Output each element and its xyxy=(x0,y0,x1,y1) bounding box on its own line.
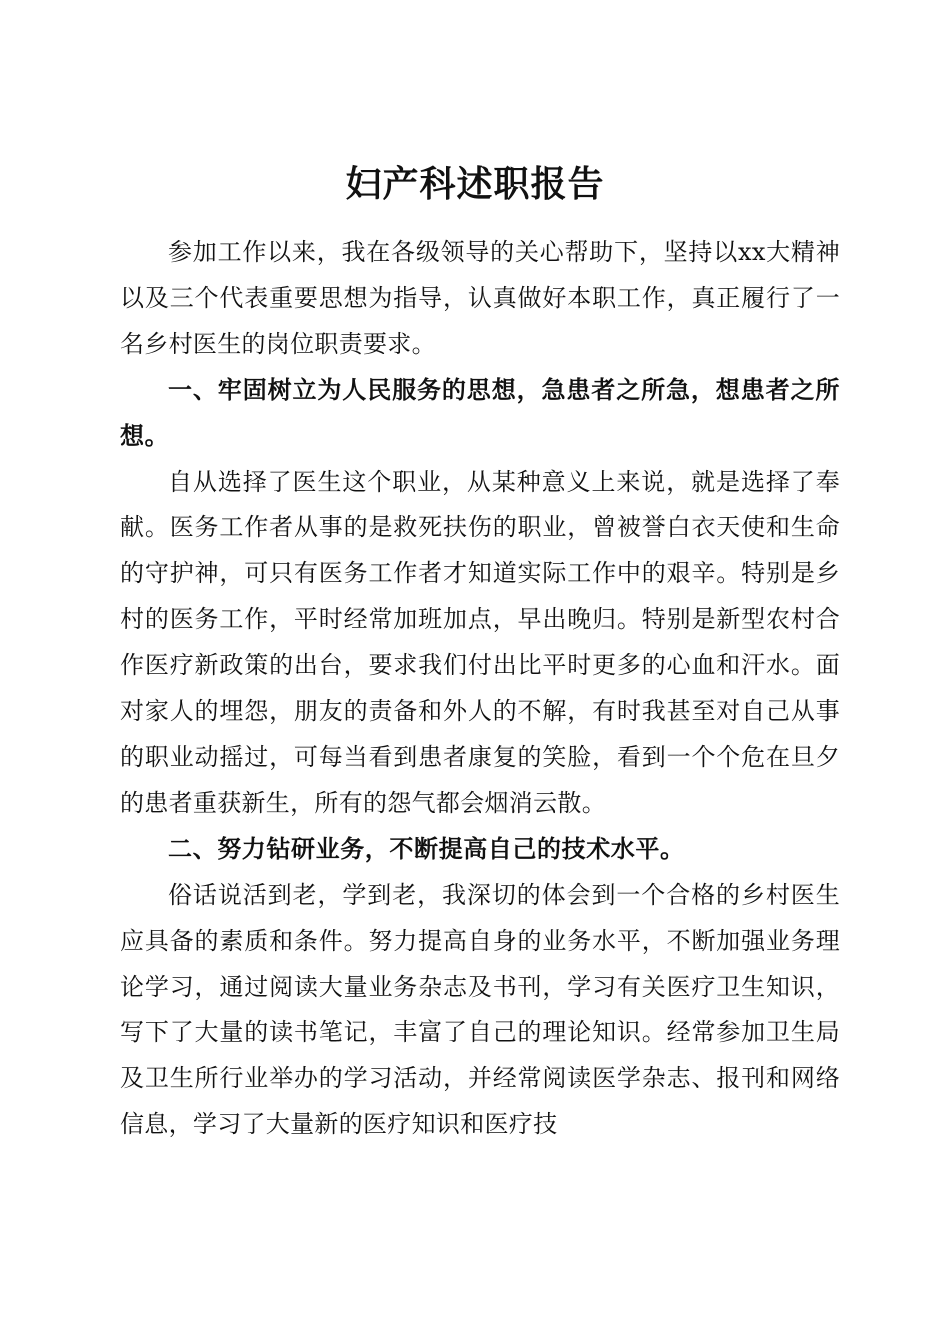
paragraph-section-1: 自从选择了医生这个职业，从某种意义上来说，就是选择了奉献。医务工作者从事的是救死扶伤的职业，曾被誉白衣天使和生命的守护神，可只有医务工作者才知道实际工作中的艰辛。特别是乡村的医务工作，平时经常加班加点，早出晚归。特别是新型农村合作医疗新政策的出台，要求我们付出比平时更多的心血和汗水。面对家人的埋怨，朋友的责备和外人的不解，有时我甚至对自己从事的职业动摇过，可每当看到患者康复的笑脸，看到一个个危在旦夕的患者重获新生，所有的怨气都会烟消云散。 xyxy=(120,467,840,817)
document-body xyxy=(120,230,840,1148)
paragraph-intro: 参加工作以来，我在各级领导的关心帮助下，坚持以xx大精神以及三个代表重要思想为指导，认真做好本职工作，真正履行了一名乡村医生的岗位职责要求。 xyxy=(120,238,840,358)
section-heading-2: 二、努力钻研业务，不断提高自己的技术水平。 xyxy=(168,834,685,863)
paragraph-section-2: 俗话说活到老，学到老，我深切的体会到一个合格的乡村医生应具备的素质和条件。努力提高自身的业务水平，不断加强业务理论学习，通过阅读大量业务杂志及书刊，学习有关医疗卫生知识，写下了大量的读书笔记，丰富了自己的理论知识。经常参加卫生局及卫生所行业举办的学习活动，并经常阅读医学杂志、报刊和网络信息，学习了大量新的医疗知识和医疗技 xyxy=(120,880,840,1139)
page-title: 妇产科述职报告 xyxy=(345,163,605,206)
section-heading-1: 一、牢固树立为人民服务的思想，急患者之所急，想患者之所想。 xyxy=(120,375,840,450)
